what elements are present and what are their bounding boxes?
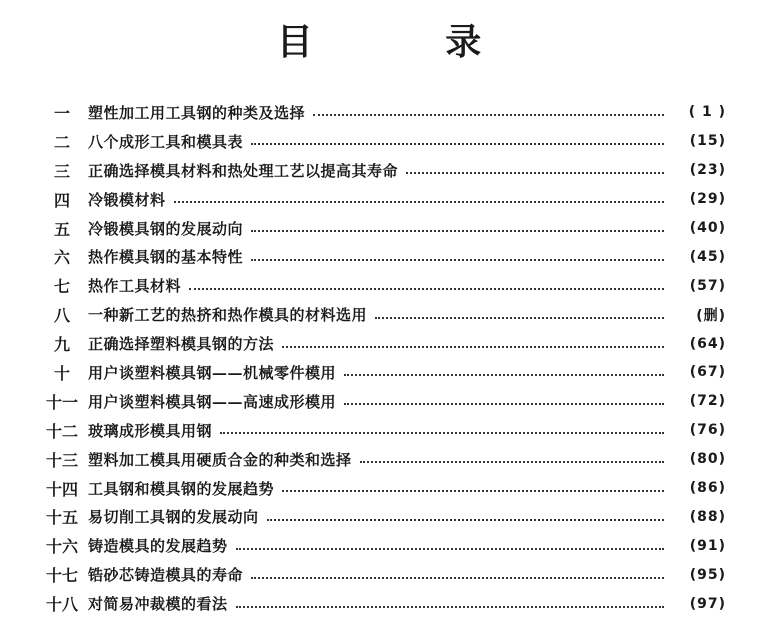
dot-leader: [220, 432, 664, 434]
toc-entry-page: (86): [689, 480, 726, 497]
toc-entry: [36, 531, 726, 560]
dot-leader: [360, 461, 664, 463]
toc-entry-number: 十四: [45, 479, 78, 499]
dot-leader: [236, 548, 664, 550]
toc-entry-page: (15): [689, 133, 726, 150]
toc-entry-number: 十七: [45, 566, 78, 586]
toc-entry-number: 九: [53, 335, 70, 355]
toc-entry-title: 八个成形工具和模具表: [88, 132, 244, 151]
toc-entry-page: (76): [689, 422, 726, 439]
dot-leader: [344, 374, 664, 376]
dot-leader: [313, 114, 664, 116]
toc-entry-title: 正确选择塑料模具钢的方法: [88, 335, 275, 354]
toc-entry-page: (72): [689, 393, 726, 410]
toc-entry-title: 玻璃成形模具用钢: [88, 421, 213, 440]
toc-entry-number: 四: [53, 190, 70, 210]
toc-entry: [36, 358, 726, 387]
page-title: 目 录: [276, 22, 542, 63]
dot-leader: [282, 346, 664, 348]
dot-leader: [251, 143, 664, 145]
toc-entry-number: 七: [53, 277, 70, 297]
toc-entry-number: 三: [53, 161, 70, 181]
toc-entry-page: (64): [689, 335, 726, 352]
toc-entry-title: 铸造模具的发展趋势: [88, 537, 228, 556]
toc-entry-title: 正确选择模具材料和热处理工艺以提高其寿命: [88, 161, 399, 180]
toc-entry: [36, 502, 726, 531]
toc-entry-page: (删): [696, 307, 726, 324]
toc-entry-title: 易切削工具钢的发展动向: [88, 508, 259, 527]
dot-leader: [251, 577, 664, 579]
toc-entry: [36, 416, 726, 445]
toc-entry: [36, 242, 726, 271]
toc-entry-number: 二: [53, 132, 70, 152]
toc-entry-page: ( 1 ): [688, 104, 726, 121]
dot-leader: [236, 606, 664, 608]
toc-entry-page: (23): [689, 162, 726, 179]
toc-entry-title: 塑料加工模具用硬质合金的种类和选择: [88, 450, 352, 469]
toc-entry: [36, 156, 726, 185]
dot-leader: [282, 490, 664, 492]
toc-entry-number: 五: [53, 219, 70, 239]
toc-entry-title: 一种新工艺的热挤和热作模具的材料选用: [88, 306, 368, 325]
toc-entry-title: 工具钢和模具钢的发展趋势: [88, 479, 275, 498]
toc-entry: [36, 214, 726, 243]
toc-entry-number: 十五: [45, 508, 78, 528]
dot-leader: [174, 201, 664, 203]
toc-entry: [36, 127, 726, 156]
dot-leader: [251, 259, 664, 261]
toc-entry: [36, 185, 726, 214]
dot-leader: [375, 317, 664, 319]
toc-entry-title: 对简易冲裁模的看法: [88, 595, 228, 614]
toc-entry-number: 十六: [45, 537, 78, 557]
toc-entry-number: 十一: [45, 392, 78, 412]
toc-entry-title: 用户谈塑料模具钢——机械零件模用: [88, 363, 337, 382]
toc-entry-page: (91): [689, 537, 726, 554]
toc-entry: [36, 300, 726, 329]
toc-entry-number: 一: [53, 103, 70, 123]
toc-entry-page: (95): [689, 566, 726, 583]
dot-leader: [344, 403, 664, 405]
toc-entry: [36, 560, 726, 589]
toc-entry-page: (40): [689, 220, 726, 236]
toc-entry-page: (67): [689, 364, 726, 381]
toc-entry: [36, 474, 726, 503]
toc-entry: [36, 387, 726, 416]
toc-entry-title: 冷锻模材料: [88, 190, 166, 209]
toc-entry-number: 十八: [45, 595, 78, 615]
dot-leader: [251, 230, 664, 232]
toc-entry-page: (88): [689, 508, 726, 525]
toc-entry-title: 冷锻模具钢的发展动向: [88, 219, 244, 238]
dot-leader: [406, 172, 664, 174]
toc-entry-page: (80): [689, 451, 726, 468]
toc-entry-number: 八: [53, 306, 70, 326]
dot-leader: [189, 288, 664, 290]
toc-entry-title: 热作模具钢的基本特性: [88, 248, 244, 267]
toc-entry-page: (97): [689, 595, 726, 612]
toc-entry: [36, 445, 726, 474]
toc-entry-number: 十二: [45, 421, 78, 441]
toc-entry: [36, 98, 726, 127]
toc-entry: [36, 589, 726, 618]
toc-entry-page: (57): [689, 277, 726, 294]
toc-entry-title: 锆砂芯铸造模具的寿命: [88, 566, 244, 585]
toc-entry: [36, 271, 726, 300]
toc-entry-number: 六: [53, 248, 70, 268]
toc-entry-title: 用户谈塑料模具钢——高速成形模用: [88, 392, 337, 411]
toc-entry-title: 热作工具材料: [88, 277, 182, 296]
table-of-contents: [36, 98, 726, 618]
toc-entry-page: (45): [689, 248, 726, 265]
toc-entry-page: (29): [689, 191, 726, 208]
toc-entry-title: 塑性加工用工具钢的种类及选择: [88, 103, 306, 122]
toc-entry-number: 十: [53, 363, 70, 383]
toc-entry-number: 十三: [45, 450, 78, 470]
toc-entry: [36, 329, 726, 358]
dot-leader: [267, 519, 664, 521]
